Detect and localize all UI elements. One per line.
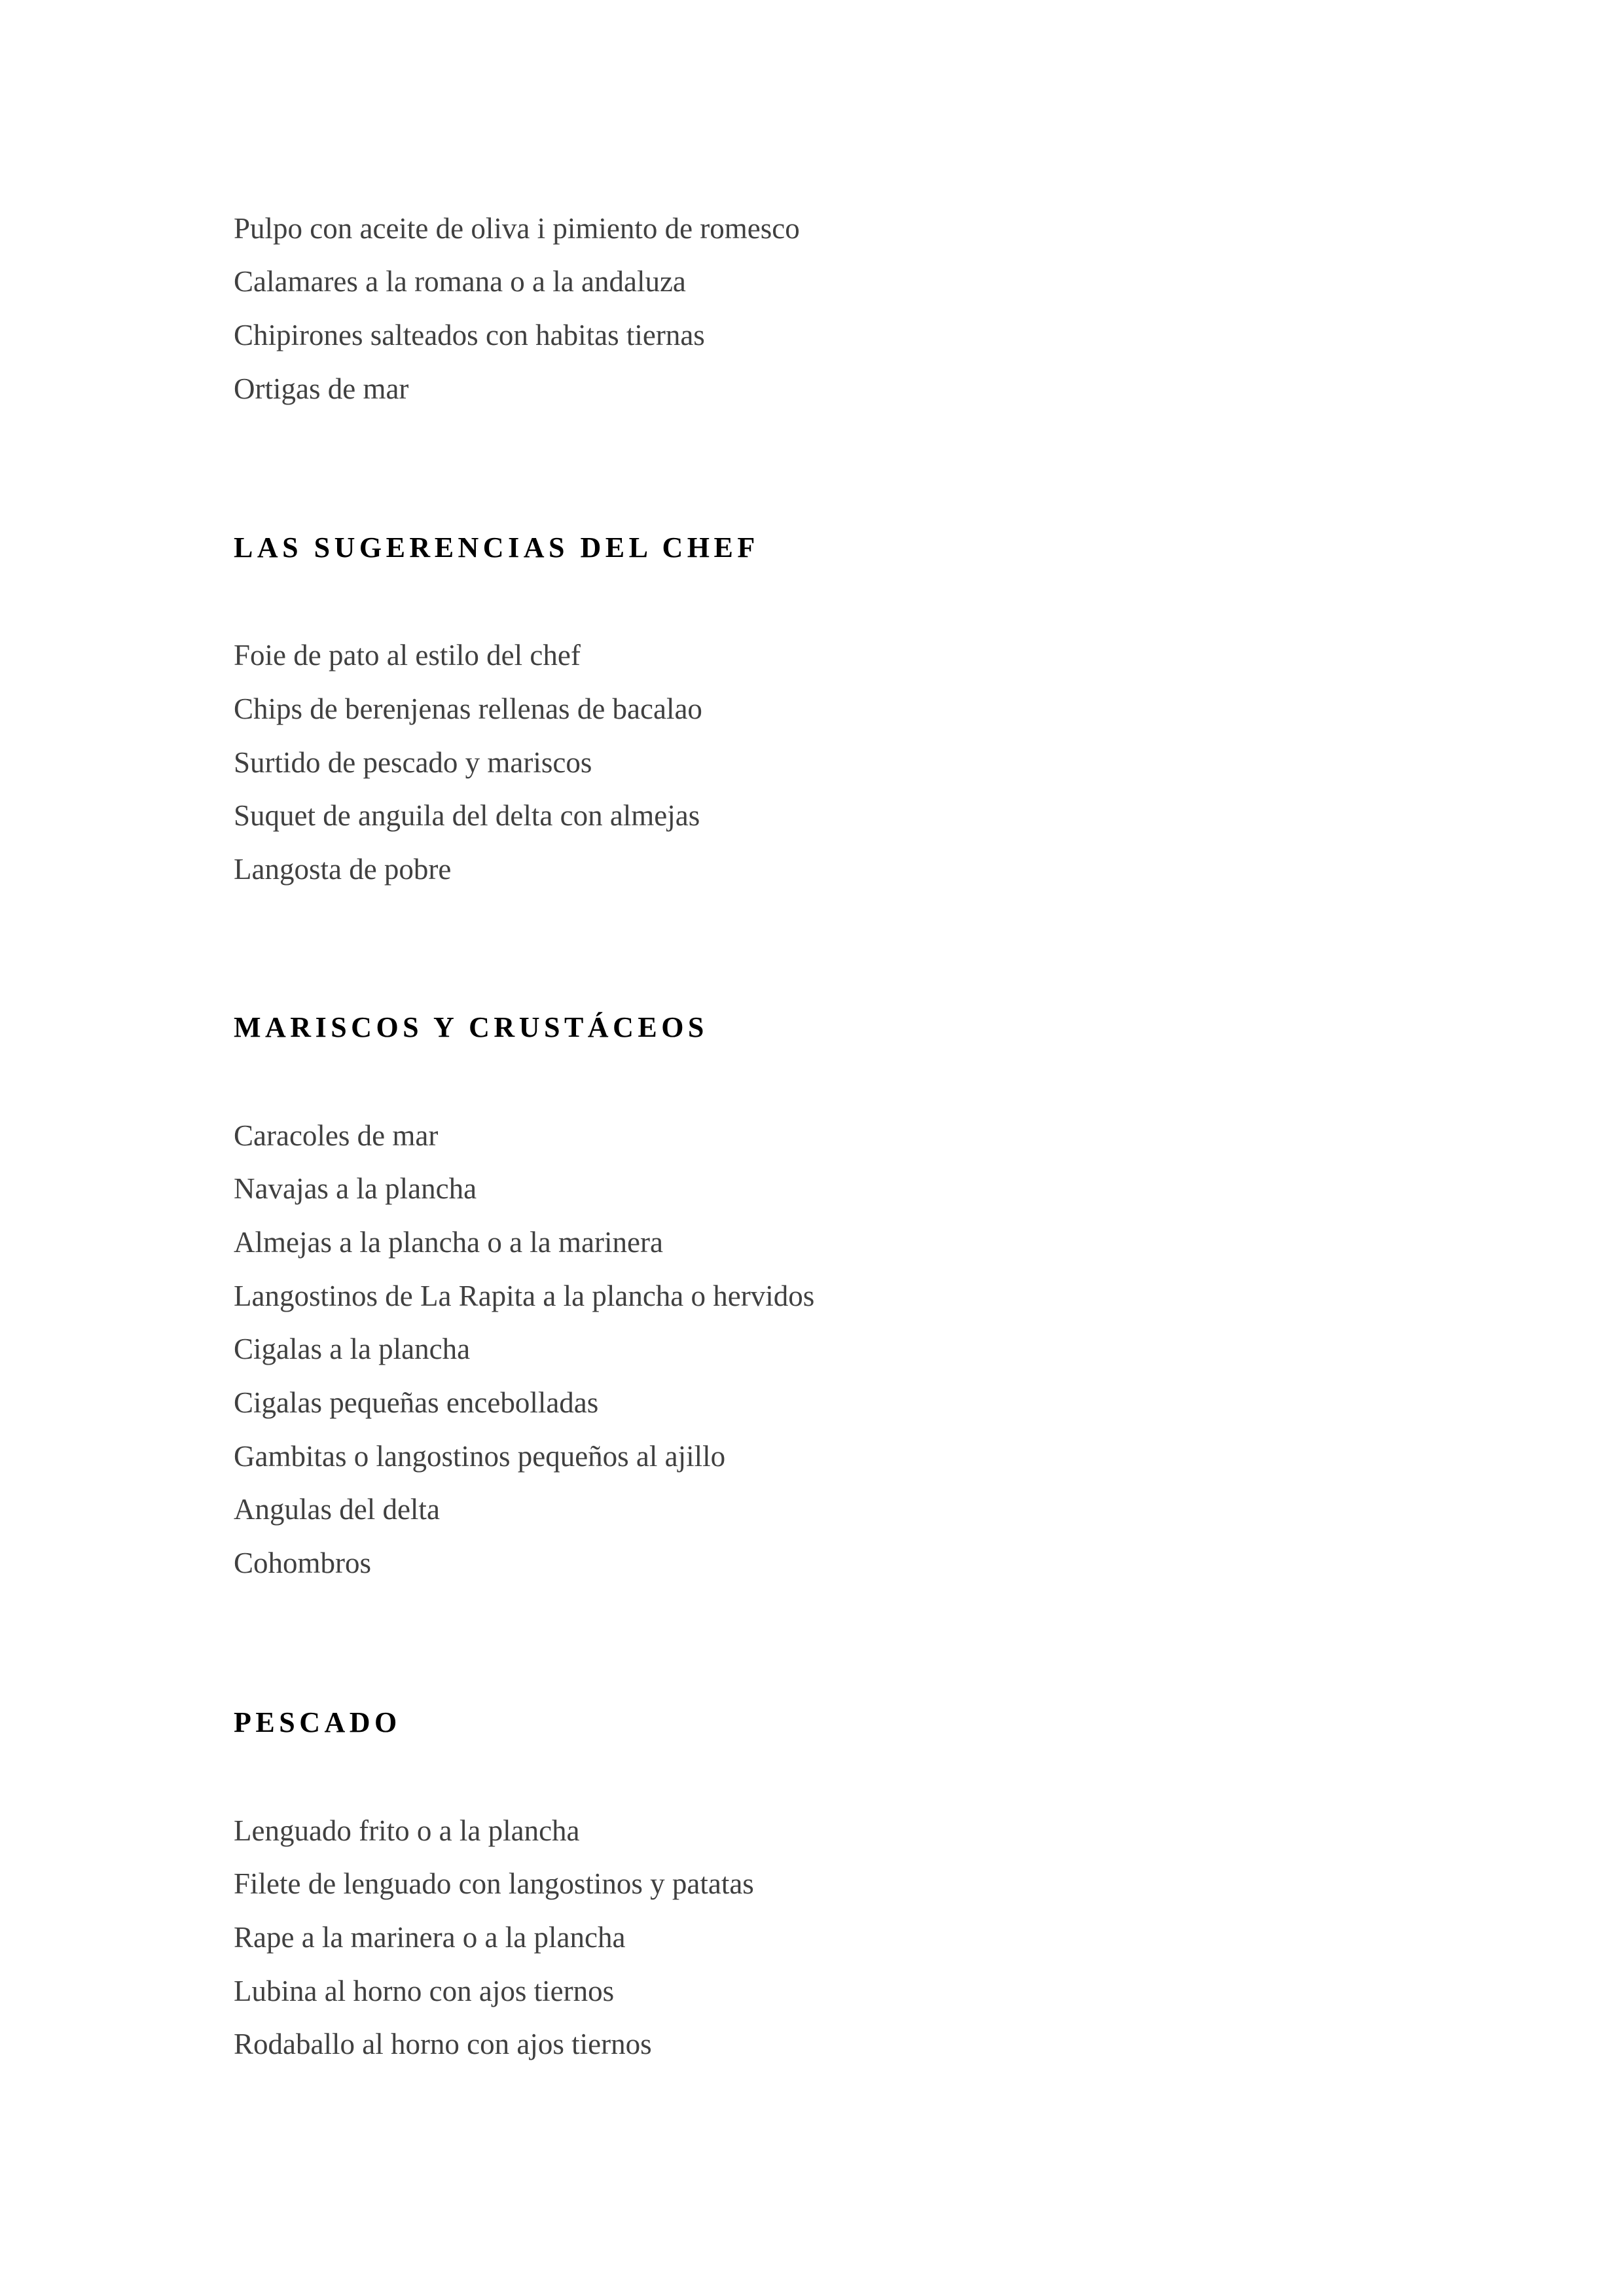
menu-item: Langosta de pobre [234,853,452,886]
menu-item: Angulas del delta [234,1493,440,1526]
menu-item: Surtido de pescado y mariscos [234,746,592,779]
menu-item: Almejas a la plancha o a la marinera [234,1226,663,1259]
menu-item: Calamares a la romana o a la andaluza [234,265,686,298]
menu-item: Pulpo con aceite de oliva i pimiento de romesco [234,212,800,245]
menu-item: Navajas a la plancha [234,1172,477,1205]
menu-item: Suquet de anguila del delta con almejas [234,799,700,832]
menu-item: Rape a la marinera o a la plancha [234,1921,626,1954]
section-heading: LAS SUGERENCIAS DEL CHEF [234,531,759,564]
menu-item: Filete de lenguado con langostinos y patatas [234,1867,754,1900]
menu-item: Chips de berenjenas rellenas de bacalao [234,692,702,725]
section-heading: PESCADO [234,1706,401,1738]
section-heading: MARISCOS Y CRUSTÁCEOS [234,1011,708,1043]
menu-item: Cigalas pequeñas encebolladas [234,1386,599,1419]
menu-item: Gambitas o langostinos pequeños al ajillo [234,1440,726,1473]
menu-item: Cohombros [234,1547,372,1579]
menu-item: Ortigas de mar [234,372,409,405]
menu-item: Cigalas a la plancha [234,1333,471,1365]
menu-item: Foie de pato al estilo del chef [234,639,581,672]
menu-item: Rodaballo al horno con ajos tiernos [234,2028,652,2060]
menu-item: Lenguado frito o a la plancha [234,1814,580,1847]
menu-item: Lubina al horno con ajos tiernos [234,1975,615,2007]
menu-item: Chipirones salteados con habitas tiernas [234,319,705,351]
menu-item: Langostinos de La Rapita a la plancha o hervidos [234,1280,815,1312]
menu-item: Caracoles de mar [234,1119,439,1152]
